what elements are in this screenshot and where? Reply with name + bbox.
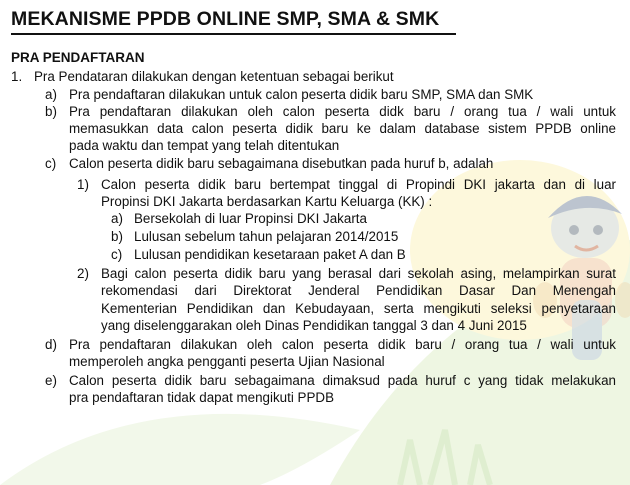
list-item-line: Pra pendaftaran dilakukan oleh calon peserta didik baru / orang tua / wali untuk (69, 337, 616, 352)
list-item-line: pada waktu dan tempat yang telah ditentukan (69, 138, 340, 153)
list-marker: 1. (11, 69, 23, 84)
title-underline (11, 33, 456, 35)
list-marker: 2) (77, 266, 89, 281)
list-item: Lulusan sebelum tahun pelajaran 2014/2015 (134, 229, 399, 244)
list-item-line: yang diselenggarakan oleh Dinas Pendidikan tanggal 3 dan 4 Juni 2015 (101, 318, 527, 333)
page-title: MEKANISME PPDB ONLINE SMP, SMA & SMK (11, 8, 440, 30)
list-marker: e) (45, 373, 57, 388)
list-marker: 1) (77, 177, 89, 192)
list-marker: c) (111, 247, 123, 262)
list-item-line: memperoleh angka pengganti peserta Ujian Nasional (69, 354, 385, 369)
list-marker: b) (45, 104, 57, 119)
list-marker: d) (45, 337, 57, 352)
list-marker: c) (45, 156, 57, 171)
list-item-line: memasukkan data calon peserta didik baru ke dalam database sistem PPDB online (69, 121, 616, 136)
list-item-line: Calon peserta didik baru sebagaimana dimaksud pada huruf c yang tidak melakukan (69, 373, 616, 388)
list-item-line: Kementerian Pendidikan dan Kebudayaan, serta mengikuti seleksi penyetaraan (101, 301, 616, 316)
section-heading: PRA PENDAFTARAN (11, 50, 145, 65)
list-item: Lulusan pendidikan kesetaraan paket A dan B (134, 247, 406, 262)
list-item: Pra Pendataran dilakukan dengan ketentuan sebagai berikut (34, 69, 394, 84)
list-marker: a) (45, 87, 57, 102)
list-item-line: Bagi calon peserta didik baru yang berasal dari sekolah asing, melampirkan surat (101, 266, 616, 281)
list-item-line: rekomendasi dari Direktorat Jenderal Pendidikan Dasar Dan Menengah (101, 283, 616, 298)
list-marker: b) (111, 229, 123, 244)
list-marker: a) (111, 211, 123, 226)
list-item-line: Pra pendaftaran dilakukan oleh calon peserta didk baru / orang tua / wali untuk (69, 104, 616, 119)
list-item: Calon peserta didik baru sebagaimana disebutkan pada huruf b, adalah (69, 156, 494, 171)
list-item: Bersekolah di luar Propinsi DKI Jakarta (134, 211, 367, 226)
list-item-line: Propinsi DKI Jakarta berdasarkan Kartu Keluarga (KK) : (101, 194, 433, 209)
list-item-line: Calon peserta didik baru bertempat tinggal di Propindi DKI jakarta dan di luar (101, 177, 616, 192)
list-item: Pra pendaftaran dilakukan untuk calon peserta didik baru SMP, SMA dan SMK (69, 87, 534, 102)
list-item-line: pra pendaftaran tidak dapat mengikuti PPDB (69, 390, 335, 405)
